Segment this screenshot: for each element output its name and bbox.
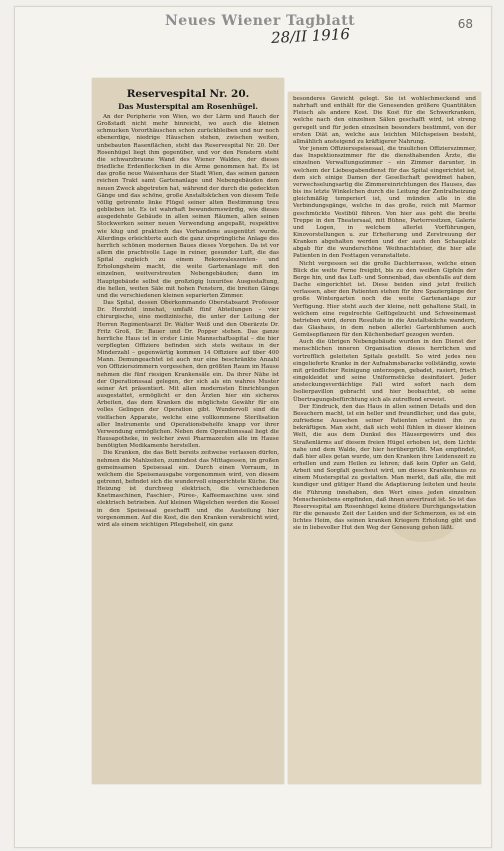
paragraph: Der Eindruck, den das Haus in allen seinen Details und den Besuchern macht, ist ein heller und freundlicher, und das gute, zufriedene Aussehen seiner Patienten scheint ihn zu bekräftigen. Man sieht, daß sich wohl fühlen in dieser kleinen Welt, die aus dem Dunkel des Häusergewirrs und des Straßenlärms auf diesem freien Hügel erhoben ist, dem Lichte nahe und dem Walde, der hier herübergrüßt. Man empfindet, daß hier alles getan wurde, um den Kranken ihre Leidenszeit zu erhellen und zum Heilen zu lehren; daß kein Opfer an Geld, Arbeit und Sorgfalt gescheut wird, um dieses Krankenhaus zu einem Musterspital zu gestalten. Man merkt, daß alle, die mit kundiger und gütiger Hand die Adaptierung leiteten und heute die Führung innehaben, den Wert eines jeden einzelnen Menschenlebens empfinden, daß ihnen anvertraut ist. So ist das Reservespital am Rosenhügel keine düstere Durchgangsstation für die genauste Zeit der Leiden und der Schmerzen, es ist ein lichtes Heim, das seinen kranken Kriegern Erholung gibt und sie in liebevoller Hut den Weg der Genesung gehen läßt. xyxy=(293,403,476,532)
paragraph: Vor jenem Offiziersspeisesaal, die traulichen Offizierszimmer, das Inspektionszimmer für die diensthabenden Ärzte, die einzelnen Verwaltungszimmer – ein Zimmer darunter, in welchem der Liebesgabendienst für das Spital eingerichtet ist, dem sich einige Damen der Gesellschaft gewidmet haben, verwechselungsartig die Zimmereinrichtungen des Hauses, das bis ins letzte Winkelchen durch die Leitung der Zentralheizung gleichmäßig temperiert ist, und münden alle in die Verbindungsgänge, welche in das große, reich mit Marmor geschmückte Vestibül führen. Von hier aus geht die breite Treppe in den Theatersaal, mit Bühne, Parterresitzen, Galerie und Logen, in welchem allerlei Vorführungen, Kinovorstellungen u. zur Erheiterung und Zerstreuung der Kranken abgehalten werden und der auch den Schauplatz abgab für die wunderschöne Weihnachtsfeier, die hier alle Patienten in den Festtagen veranstaltete. xyxy=(293,146,476,260)
page-number: 68 xyxy=(457,17,473,31)
paragraph: Die Kranken, die das Bett bereits zeitweise verlassen dürfen, nehmen die Mahlzeiten, zumindest das Mittagessen, im großen gemeinsamen Speisesaal ein. Durch einen Vorraum, in welchem die Speisenausgabe vorgenommen wird, von diesem getrennt, befindet sich die wundervoll eingerichtete Küche. Die Heizung ist durchweg elektrisch, die verschiedenen Knetmaschinen, Faschier-, Püree-, Kaffeemaschine usw. sind elektrisch betrieben. Auf kleinen Wägelchen werden die Kessel in den Speisesaal geschafft und die Austeilung hier vorgenommen. Auf die Kost, die den Kranken verabreicht wird, wird als einem wichtigen Pflegebehelf, ein ganz xyxy=(97,450,279,528)
newspaper-clipping-left xyxy=(92,78,284,784)
paragraph: Nicht vergessen sei die große Dachterrasse, welche einen Blick die weite Ferne freigibt, bis zu den weißen Gipfeln der Berge hin, und das Luft- und Sonnenbad, das ebenfalls auf dem Dache eingerichtet ist. Diese beiden sind jetzt freilich verlassen, aber den Patienten stehen für ihre Spaziergänge der große Wintergarten noch die weite Gartenanlage zur Verfügung. Hier steht auch der kleine, nett gehaltene Stall, in welchem eine regelrechte Geflügelzucht und Schweinemast betrieben wird, deren Resultate in die Anstaltsküche wandern, das Glashaus, in dem neben allerlei Gartenblumen auch Gemüsepflanzen für den Küchenbedarf gezogen werden. xyxy=(293,260,476,339)
article-subtitle: Das Musterspital am Rosenhügel. xyxy=(118,102,258,111)
paragraph: besonderes Gewicht gelegt. Sie ist wohlschmeckend und nahrhaft und enthält für die Genesenden größere Quantitäten Fleisch als andere Kost. Die Kost für die Schwerkranken, welche nach den einzelnen Sälen geschafft wird, ist streng geregelt und für jeden einzelnen besonders bestimmt, von der ersten Diät an, welche aus leichten Milchspeisen besteht, allmählich ansteigend zu kräftigerer Nahrung. xyxy=(293,96,476,145)
right-column-text xyxy=(293,96,476,533)
article-title: Reservespital Nr. 20. xyxy=(126,88,250,100)
newspaper-clipping-right xyxy=(288,92,481,784)
paper-stain xyxy=(132,298,192,338)
masthead-stamp: Neues Wiener Tagblatt xyxy=(165,13,356,29)
paper-stain xyxy=(388,492,458,542)
paragraph: An der Peripherie von Wien, wo der Lärm und Rauch der Großstadt nicht mehr hinreicht, wo auch die kleinen schmucken Vororthäuschen schon zurückbleiben und nur noch ebenerdige, niedrige Häuschen stehen, zwischen weiten, unbebauten Rasenflächen, steht das Reservespital Nr. 20. Der Rosenhügel liegt ihm gegenüber, und vor den Fenstern steht die schwarzbraune Wand des Wiener Waldes, der dieses friedliche Erdenfleckchen in die Arme genommen hat. Es ist das große neue Waisenhaus der Stadt Wien, das seinen ganzen reichen Trakt samt Gartenanlage und Nebengebäuden dem neuen Zweck abgetreten hat, während der durch die gedeckten Gänge und das schöne, große Anstaltsküchen von diesem Teile völlig getrennte linke Flügel seiner alten Bestimmung treu geblieben ist. Es ist wahrhaft bewundernswürdig, wie dieses ausgedehnte Gebäude in allen seinen Räumen, allen seinen Stockwerken seiner neuen Verwendung angepaßt, respektive wie klug und praktisch das Vorhandene ausgenützt wurde. Allerdings erleichterte auch die ganz ursprüngliche Anlage des herrlich schönen modernen Baues dieses Vorgehen. Da ist vor allem die prachtvolle Lage in reiner, gesunder Luft, die das Spital zugleich zu einem Rekonvaleszenten- und Erholungsheim macht, die weite Gartenanlage mit den einzelnen, weitverstreuten Nebengebäuden; dann im Hauptgebäude selbst die großzügig luxuriöse Ausgestaltung, die hellen, weiten Säle mit hohen Fenstern, die breiten Gänge und die verschiedenen kleinen separierten Zimmer. xyxy=(97,114,279,299)
handwritten-date: 28/II 1916 xyxy=(270,24,351,48)
paragraph: Auch die übrigen Nebengebäude wurden in den Dienst der menschlichen inneren Organisation dieses herrlichen und vortrefflich geleiteten Spitals gestellt. So wird jedes neu eingelieferte Kranke in der Aufnahmsbaracke vollständig, sowie mit gründlicher Reinigung unterzogen, gebadet, rasiert, frisch eingekleidet und seine Uniformstücke desinfiziert. Jeder ansteckungsverdächtige Fall wird sofort nach dem Isolierpavillon gebracht und hier beobachtet, ob seine Übertragungsbefürchtung sich als zutreffend erweist. xyxy=(293,339,476,403)
paragraph: Das Spital, dessen Oberkommando Oberstabsarzt Professor Dr. Herzfeld innehat, umfaßt fünf Abteilungen – vier chirurgische, eine medizinische, die unter der Leitung der Herren Regimentsarzt Dr. Walter Weiß und den Oberärzte Dr. Fritz Groß, Dr. Bauer und Dr. Popper stehen. Das ganze herrliche Haus ist in erster Linie Mannschaftsspital – die hier verpflegten Offiziere befinden sich stets weitaus in der Minderzahl – gegenwärtig kommen 14 Offiziere auf über 400 Mann. Demungeachtet ist auch nur eine beschränkte Anzahl von Offizierszimmern vorgesehen, den größten Raum im Hause nehmen die fünf riesigen Krankensäle ein. Da ihrer Nähe ist der Operationssaal gelegen, der sich als ein wahres Muster seiner Art präsentiert. Mit allen modernsten Einrichtungen ausgestattet, ermöglicht er den Ärzten hier ein sicheres Arbeiten, das dem Kranken die möglichste Gewähr für ein volles Gelingen der Operation gibt. Wundervoll sind die vielfachen Apparate, welche eine vollkommene Sterilisation aller Instrumente und Operationsbehelfe knapp vor ihrer Verwendung ermöglichen. Neben dem Operationssaal liegt die Hausapotheke, in welcher zwei Pharmazeuten alle im Hause benötigten Medikamente herstellen. xyxy=(97,300,279,450)
